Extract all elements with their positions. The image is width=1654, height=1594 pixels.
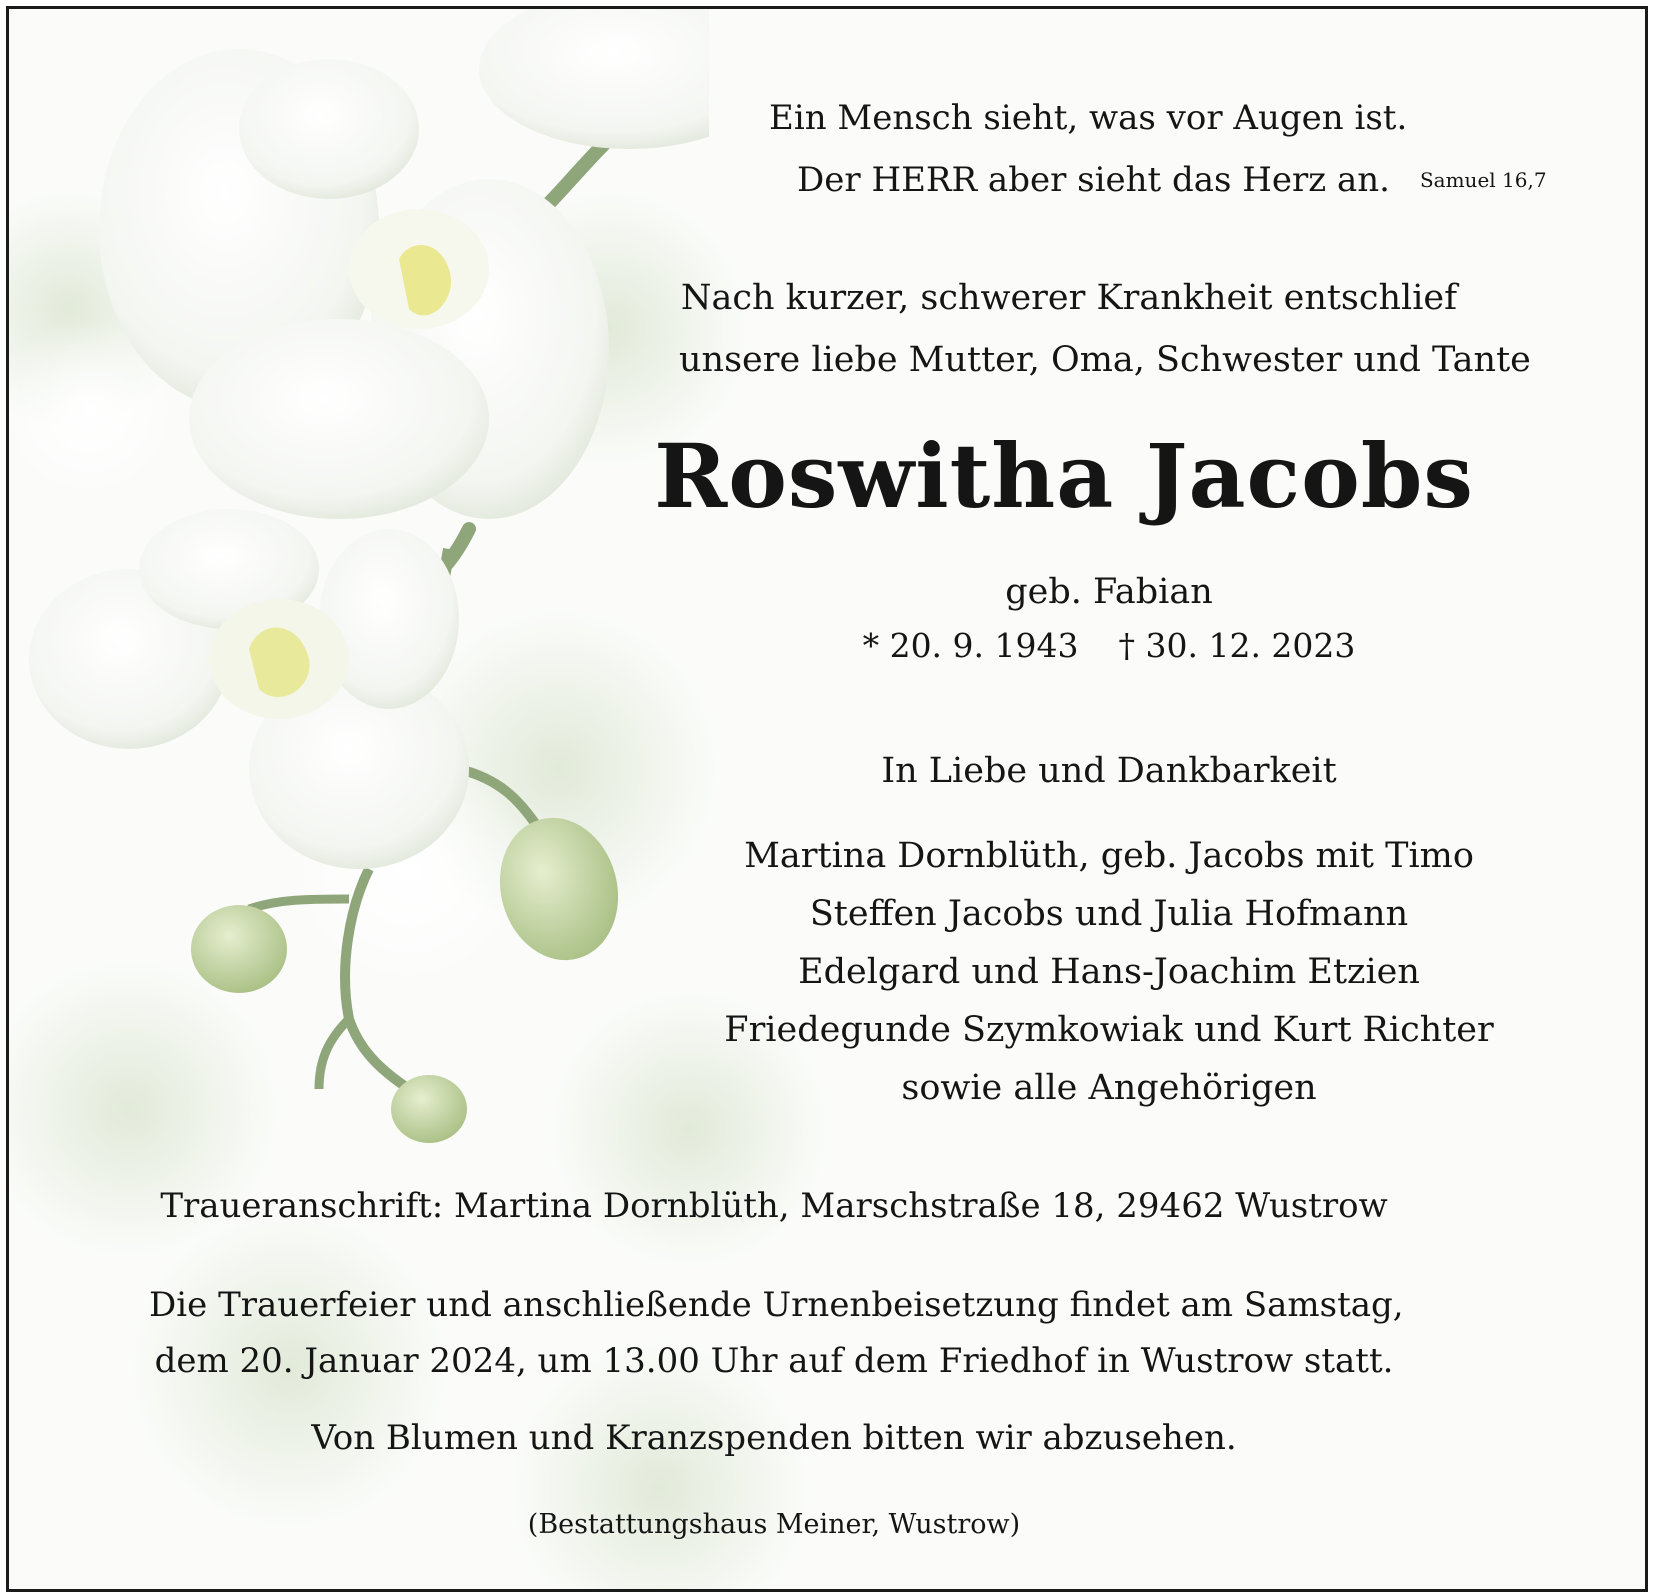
death-date: † 30. 12. 2023 [1118, 626, 1356, 665]
list-item: Martina Dornblüth, geb. Jacobs mit Timo [744, 836, 1474, 876]
verse-line-2-text: Der HERR aber sieht das Herz an. [797, 160, 1390, 200]
maiden-name: geb. Fabian [1005, 572, 1213, 612]
list-item: Steffen Jacobs und Julia Hofmann [809, 894, 1409, 934]
thanks-line: In Liebe und Dankbarkeit [881, 751, 1337, 791]
flowers-note: Von Blumen und Kranzspenden bitten wir abzusehen. [311, 1418, 1237, 1458]
intro-text [679, 267, 1531, 391]
ceremony-line-1: Die Trauerfeier und anschließende Urnenbeisetzung findet am Samstag, [149, 1285, 1404, 1325]
orchid-illustration [9, 9, 709, 1209]
undertaker-credit: (Bestattungshaus Meiner, Wustrow) [527, 1509, 1021, 1540]
ceremony-info [149, 1277, 1404, 1389]
obituary-notice [6, 6, 1648, 1592]
ceremony-line-2: dem 20. Januar 2024, um 13.00 Uhr auf dem Friedhof in Wustrow statt. [154, 1341, 1394, 1381]
verse-reference: Samuel 16,7 [1419, 168, 1547, 192]
mourners-list [689, 827, 1529, 1117]
list-item: Edelgard und Hans-Joachim Etzien [798, 952, 1420, 992]
life-dates [709, 621, 1509, 671]
list-item: Friedegunde Szymkowiak und Kurt Richter [724, 1010, 1494, 1050]
deceased-name: Roswitha Jacobs [654, 424, 1474, 528]
birth-date: * 20. 9. 1943 [862, 626, 1079, 665]
verse-line-1: Ein Mensch sieht, was vor Augen ist. [769, 98, 1408, 138]
mourning-address: Traueranschrift: Martina Dornblüth, Marschstraße 18, 29462 Wustrow [160, 1186, 1388, 1226]
intro-line-2: unsere liebe Mutter, Oma, Schwester und Tante [679, 340, 1531, 380]
bible-verse [769, 87, 1547, 211]
list-item: sowie alle Angehörigen [901, 1068, 1317, 1108]
intro-line-1: Nach kurzer, schwerer Krankheit entschlief [680, 278, 1458, 318]
verse-line-2 [769, 149, 1547, 211]
